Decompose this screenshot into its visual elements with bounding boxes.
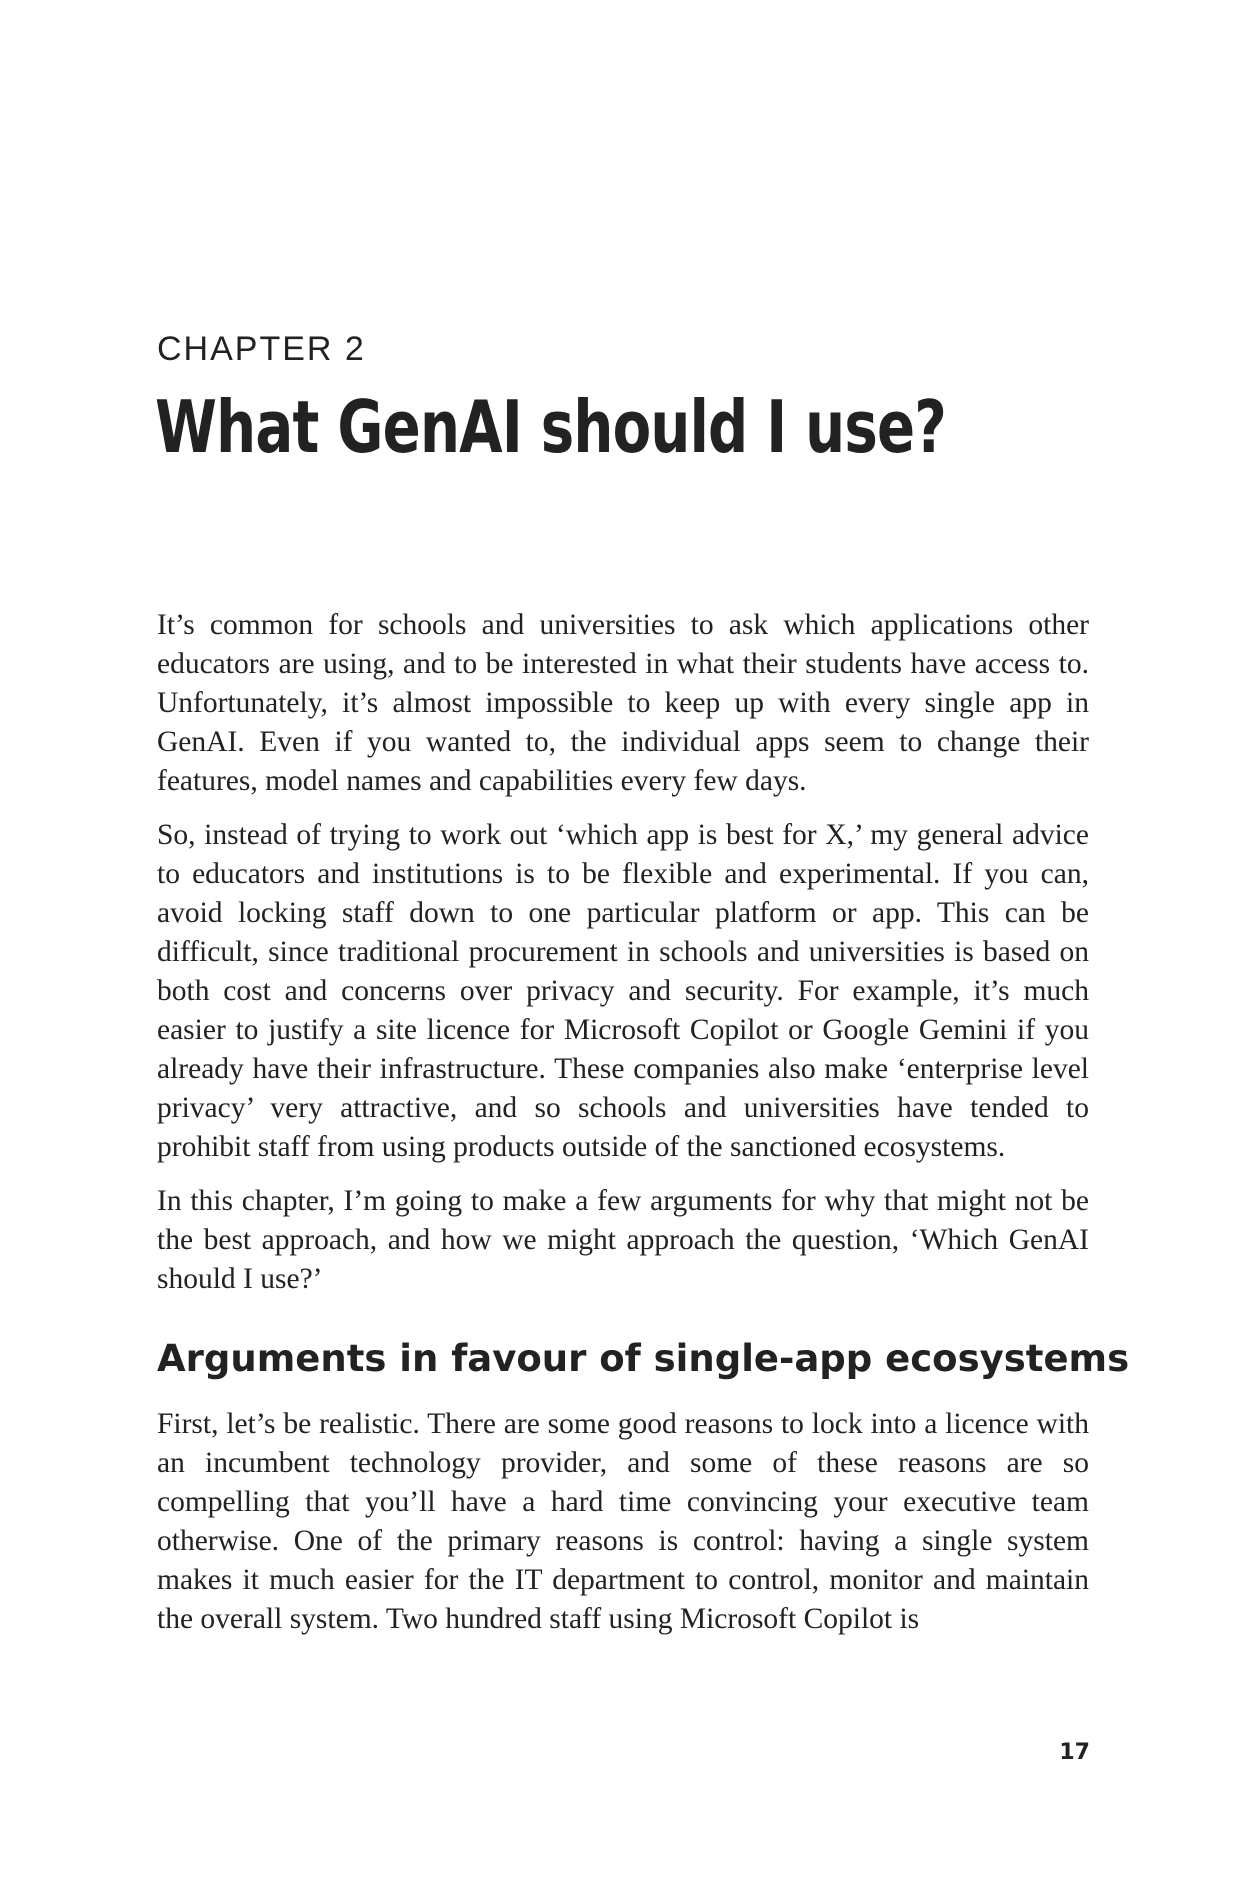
chapter-title: What GenAI should I use? xyxy=(155,385,947,469)
paragraph: So, instead of trying to work out ‘which app is best for X,’ my general advice to educators and institutions is to be flexible and experimental. If you can, avoid locking staff down to one particular platform or app. This can be difficult, since traditional procurement in schools and universities is based on both cost and concerns over privacy and security. For example, it’s much easier to justify a site licence for Microsoft Copilot or Google Gemini if you already have their infrastructure. These companies also make ‘enterprise level privacy’ very attractive, and so schools and universities have tended to prohibit staff from using products outside of the sanctioned ecosystems. xyxy=(157,819,1089,1163)
paragraph: It’s common for schools and universities to ask which applications other educators are using, and to be interested in what their students have access to. Unfortunately, it’s almost impossible to keep up with every single app in GenAI. Even if you wanted to, the individual apps seem to change their features, model names and capabilities every few days. xyxy=(157,609,1089,797)
page-number: 17 xyxy=(1059,1740,1090,1765)
intro-text xyxy=(157,606,1089,1314)
section-text xyxy=(157,1405,1089,1654)
paragraph: In this chapter, I’m going to make a few arguments for why that might not be the best approach, and how we might approach the question, ‘Which GenAI should I use?’ xyxy=(157,1185,1089,1295)
paragraph: First, let’s be realistic. There are some good reasons to lock into a licence with an incumbent technology provider, and some of these reasons are so compelling that you’ll have a hard time convincing your executive team otherwise. One of the primary reasons is control: having a single system makes it much easier for the IT department to control, monitor and maintain the overall system. Two hundred staff using Microsoft Copilot is xyxy=(157,1408,1089,1635)
section-heading: Arguments in favour of single-app ecosystems xyxy=(157,1337,1130,1380)
chapter-label: CHAPTER 2 xyxy=(157,330,366,368)
